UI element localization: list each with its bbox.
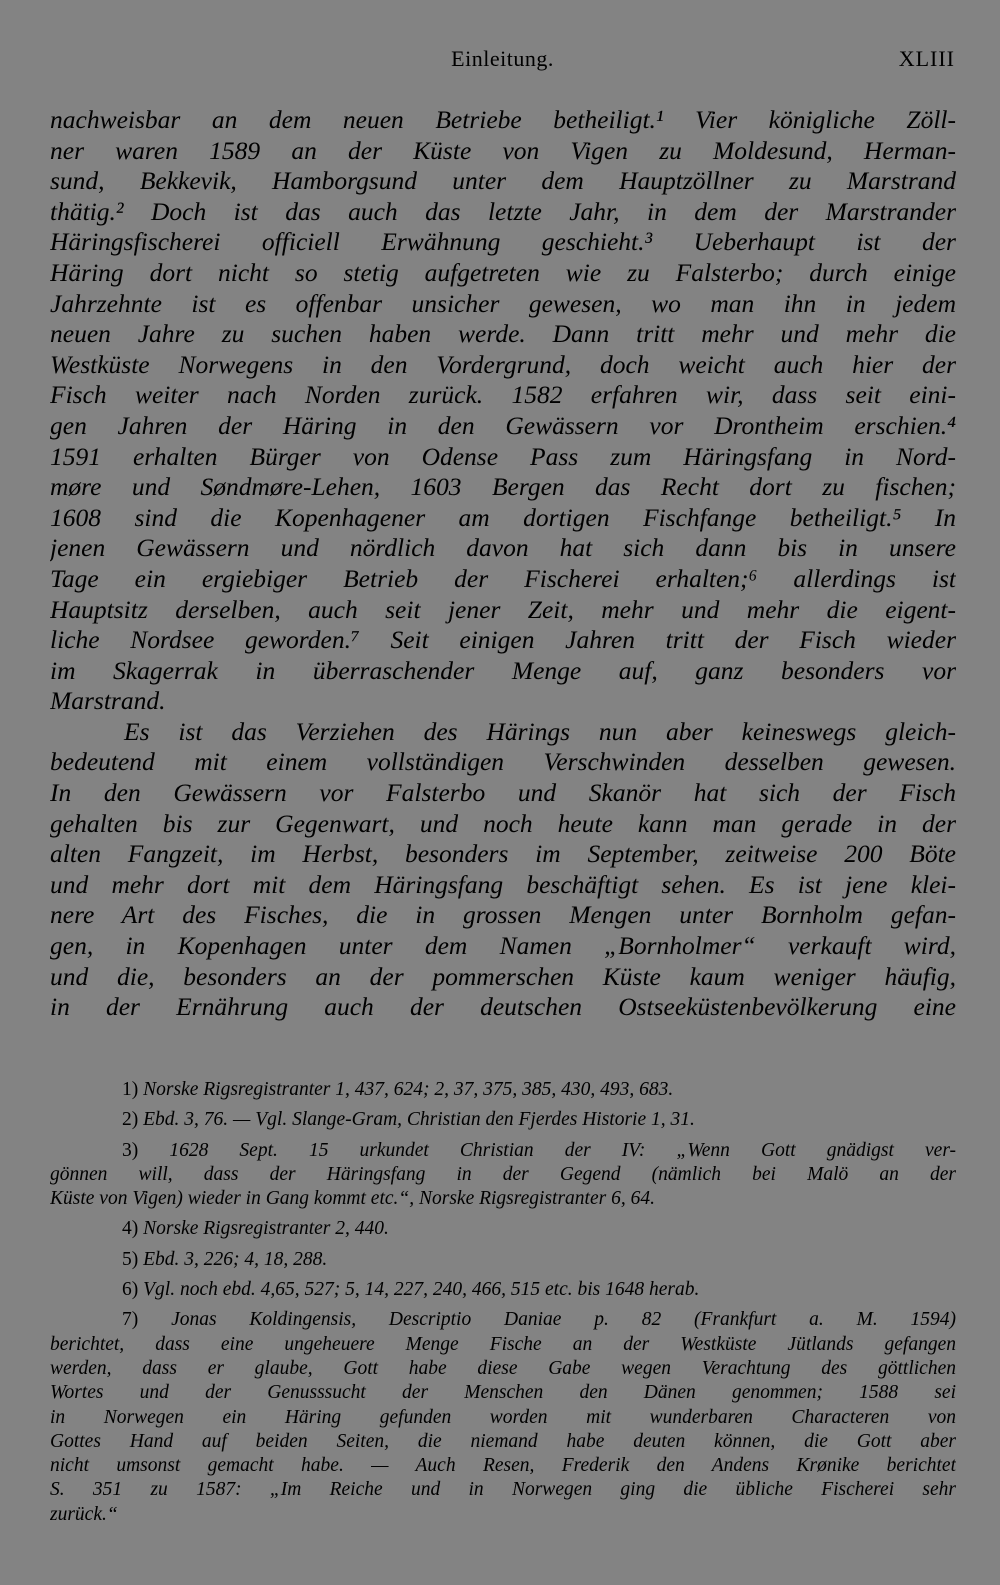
text-line: in der Ernährung auch der deutschen Ostseeküstenbevölkerung eine — [50, 992, 956, 1022]
text-line: nachweisbar an dem neuen Betriebe betheiligt.¹ Vier königliche Zöll- — [50, 105, 956, 134]
footnote-5: 5) Ebd. 3, 226; 4, 18, 288. — [122, 1248, 328, 1270]
main-text — [50, 105, 956, 1023]
running-head — [50, 46, 955, 76]
text-line: jenen Gewässern und nördlich davon hat sich dann bis in unsere — [50, 533, 956, 563]
footnote-line: nicht umsonst gemacht habe. — Auch Resen, Frederik den Andens Krønike berichtet — [50, 1455, 956, 1477]
text-line: Häring dort nicht so stetig aufgetreten wie zu Falsterbo; durch einige — [50, 257, 956, 287]
text-line: und die, besonders an der pommerschen Küste kaum weniger häufig, — [50, 961, 956, 991]
footnote-7: 7) Jonas Koldingensis, Descriptio Daniae p. 82 (Frankfurt a. M. 1594) — [122, 1309, 956, 1331]
footnote-1: 1) Norske Rigsregistranter 1, 437, 624; 2, 37, 375, 385, 430, 493, 683. — [122, 1079, 674, 1100]
footnote-line: Küste von Vigen) wieder in Gang kommt etc.“, Norske Rigsregistranter 6, 64. — [50, 1188, 655, 1210]
text-line: sund, Bekkevik, Hamborgsund unter dem Hauptzöllner zu Marstrand — [50, 166, 956, 196]
text-line: 1608 sind die Kopenhagener am dortigen Fischfange betheiligt.⁵ In — [50, 502, 956, 532]
text-line: Jahrzehnte ist es offenbar unsicher gewesen, wo man ihn in jedem — [50, 288, 956, 318]
text-line: Es ist das Verziehen des Härings nun aber keineswegs gleich- — [124, 716, 956, 746]
footnote-2: 2) Ebd. 3, 76. — Vgl. Slange-Gram, Christian den Fjerdes Historie 1, 31. — [122, 1109, 695, 1131]
text-line: gen, in Kopenhagen unter dem Namen „Bornholmer“ verkauft wird, — [50, 931, 956, 961]
text-line: 1591 erhalten Bürger von Odense Pass zum Häringsfang in Nord- — [50, 441, 956, 471]
footnote-line: zurück.“ — [50, 1503, 118, 1525]
footnote-3: 3) 1628 Sept. 15 urkundet Christian der IV: „Wenn Gott gnädigst ver- — [122, 1139, 956, 1161]
text-line: Fisch weiter nach Norden zurück. 1582 erfahren wir, dass seit eini- — [50, 380, 956, 410]
footnote-line: berichtet, dass eine ungeheuere Menge Fische an der Westküste Jütlands gefangen — [50, 1333, 956, 1355]
text-line: bedeutend mit einem vollständigen Verschwinden desselben gewesen. — [50, 747, 956, 777]
text-line: Häringsfischerei officiell Erwähnung geschieht.³ Ueberhaupt ist der — [50, 227, 956, 257]
text-line: Hauptsitz derselben, auch seit jener Zeit, mehr und mehr die eigent- — [50, 594, 956, 624]
text-line: In den Gewässern vor Falsterbo und Skanör hat sich der Fisch — [50, 778, 956, 808]
text-line: gehalten bis zur Gegenwart, und noch heute kann man gerade in der — [50, 808, 956, 838]
footnote-4: 4) Norske Rigsregistranter 2, 440. — [122, 1218, 389, 1240]
footnote-line: werden, dass er glaube, Gott habe diese Gabe wegen Verachtung des göttlichen — [50, 1357, 956, 1379]
page-number: XLIII — [898, 46, 955, 71]
chapter-title: Einleitung. — [451, 46, 554, 71]
footnote-6: 6) Vgl. noch ebd. 4,65, 527; 5, 14, 227, 240, 466, 515 etc. bis 1648 herab. — [122, 1279, 700, 1301]
text-line: Tage ein ergiebiger Betrieb der Fischerei erhalten;⁶ allerdings ist — [50, 563, 956, 593]
text-line: alten Fangzeit, im Herbst, besonders im September, zeitweise 200 Böte — [50, 839, 956, 869]
text-line: liche Nordsee geworden.⁷ Seit einigen Jahren tritt der Fisch wieder — [50, 625, 956, 655]
footnote-line: gönnen will, dass der Häringsfang in der Gegend (nämlich bei Malö an der — [50, 1163, 956, 1185]
text-line: im Skagerrak in überraschender Menge auf, ganz besonders vor — [50, 655, 956, 685]
text-line: gen Jahren der Häring in den Gewässern vor Drontheim erschien.⁴ — [50, 410, 956, 440]
footnote-line: S. 351 zu 1587: „Im Reiche und in Norwegen ging die übliche Fischerei sehr — [50, 1479, 956, 1501]
footnote-line: in Norwegen ein Häring gefunden worden mit wunderbaren Characteren von — [50, 1406, 956, 1428]
text-line: thätig.² Doch ist das auch das letzte Jahr, in dem der Marstrander — [50, 196, 956, 226]
text-line: und mehr dort mit dem Häringsfang beschäftigt sehen. Es ist jene klei- — [50, 869, 956, 899]
footnote-line: Gottes Hand auf beiden Seiten, die niemand habe deuten können, die Gott aber — [50, 1430, 956, 1452]
text-line: nere Art des Fisches, die in grossen Mengen unter Bornholm gefan- — [50, 900, 956, 930]
footnote-line: Wortes und der Genusssucht der Menschen den Dänen genommen; 1588 sei — [50, 1382, 956, 1404]
footnotes — [50, 1078, 956, 1527]
text-line: Westküste Norwegens in den Vordergrund, doch weicht auch hier der — [50, 349, 956, 379]
text-line: neuen Jahre zu suchen haben werde. Dann tritt mehr und mehr die — [50, 319, 956, 349]
text-line: møre und Søndmøre-Lehen, 1603 Bergen das Recht dort zu fischen; — [50, 472, 956, 502]
text-line: Marstrand. — [50, 686, 166, 716]
text-line: ner waren 1589 an der Küste von Vigen zu Moldesund, Herman- — [50, 135, 956, 165]
